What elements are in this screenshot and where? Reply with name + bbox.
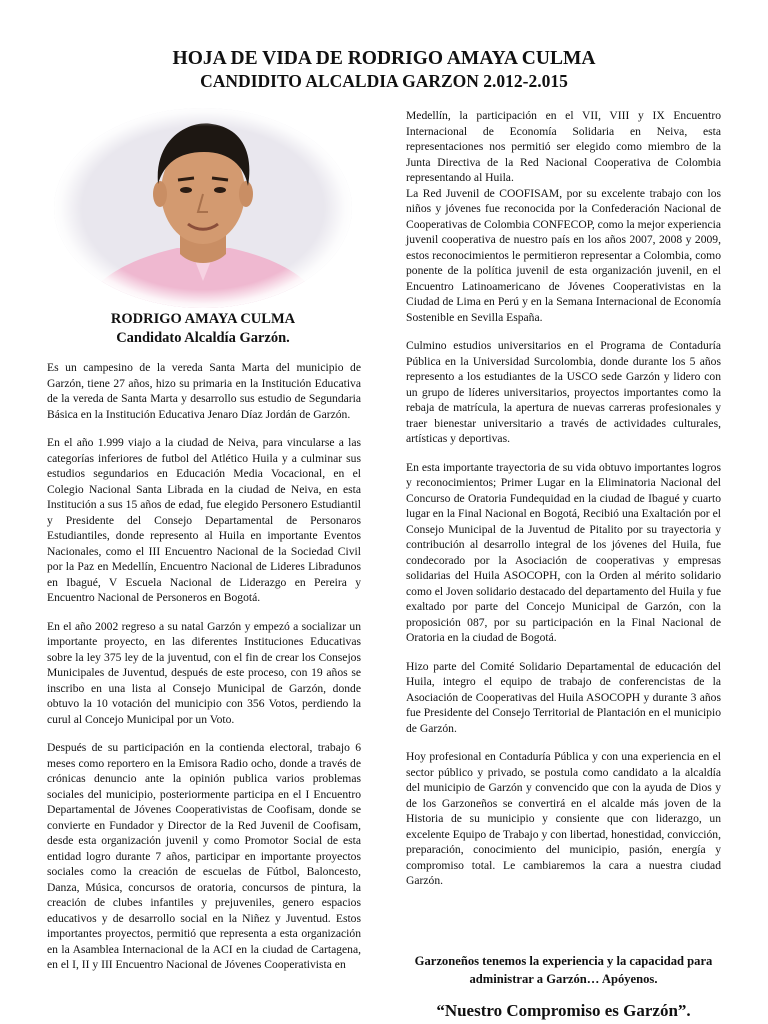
paragraph: Hoy profesional en Contaduría Pública y con una experiencia en el sector público y privado, se postula como candidato a la alcaldía del municipio de Garzón y convencido que con la ayuda de Dios y de los Garzoneños se convertirá en el alcalde más joven de la Historia de su municipio y consiente que con liderazgo, un excelente Equipo de Trabajo y con libertad, honestidad, convicción, preparación, conocimiento del municipio, pasión, energía y compromiso total. Le cambiaremos la cara a nuestra ciudad Garzón. <box>406 750 721 887</box>
campaign-slogan: Garzoneños tenemos la experiencia y la capacidad para administrar a Garzón… Apóyenos. <box>414 954 713 986</box>
paragraph: La Red Juvenil de COOFISAM, por su excelente trabajo con los niños y jóvenes fue reconocida por la Confederación Nacional de Cooperativas de Colombia CONFECOP, como la mejor experiencia juvenil cooperativa de nuestro país en los años 2007, 2008 y 2009, estos reconocimientos le permitieron representar a Colombia, como ponente de la política juvenil de esta organización juvenil, en el Encuentro Latinoamericano de Jóvenes Cooperativistas en la Ciudad de Lima en Perú y en la Semana Internacional de Economía Sostenible en Sevilla España. <box>406 186 721 324</box>
document-title: HOJA DE VIDA DE RODRIGO AMAYA CULMA <box>172 48 596 69</box>
paragraph: Medellín, la participación en el VII, VIII y IX Encuentro Internacional de Economía Solidaria en Neiva, esta representaciones nos permitió ser elegido como miembro de la Junta Directiva de la Red Nacional Cooperativa de Colombia representando al Huila. <box>406 109 721 184</box>
paragraph: Culmino estudios universitarios en el Programa de Contaduría Pública en la Universidad Surcolombia, donde durante los 5 años represento a los estudiantes de la USCO sede Garzón y lidero con un grupo de líderes universitarios, proyectos importantes como la rebaja de matrícula, la apertura de nuevas carreras profesionales y traer bienestar universitario a través de actividades culturales, artísticas y deportivas. <box>406 339 721 445</box>
campaign-motto: “Nuestro Compromiso es Garzón”. <box>436 1001 691 1020</box>
left-column <box>47 360 361 986</box>
document-subtitle: CANDIDITO ALCALDIA GARZON 2.012-2.015 <box>200 71 568 91</box>
caption-name: RODRIGO AMAYA CULMA <box>110 311 296 327</box>
paragraph: Después de su participación en la contienda electoral, trabajo 6 meses como reportero en la Emisora Radio ocho, donde a través de crónicas denuncio ante la opinión publica varios problemas sociales del municipio, posteriormente participa en el I Encuentro Departamental de Jóvenes Cooperativistas de Coofisam, donde se convierte en Fundador y Director de la Red Juvenil de Coofisam, desde esta organización juvenil y como Promotor Social de esta entidad logro durante 7 años, participar en importante proyectos sociales como la creación de escuelas de Fútbol, Baloncesto, Danza, Música, concursos de oratoria, concursos de pintura, la creación de clubes infantiles y prejuveniles, genero espacios educativos y de desarrollo social en la Niñez y Juventud. Estos importantes proyectos, permitió que representa a esta organización en la Asamblea Internacional de la ACI en la ciudad de Cartagena, en el I, II y III Encuentro Nacional de Jóvenes Cooperativista en <box>47 741 361 971</box>
paragraph: Es un campesino de la vereda Santa Marta del municipio de Garzón, tiene 27 años, hizo su primaria en la Institución Educativa de la vereda de Santa Marta y desarrollo sus estudio de Segundaria Básica en la Institución Educativa Jenaro Díaz Jordán de Garzón. <box>47 361 361 421</box>
paragraph: En el año 2002 regreso a su natal Garzón y empezó a socializar un importante proyecto, en las diferentes Instituciones Educativas sobre la ley 375 ley de la juventud, con el fin de crear los Consejos Municipales de Juventud, después de este proceso, con 19 años se inscribo en una lista al Consejo Municipal de Garzón, donde obtuvo la 10 votación del municipio con 356 Votos, perdiendo la curul al Concejo Municipal por un Voto. <box>47 619 361 726</box>
right-column <box>406 108 721 902</box>
paragraph: En el año 1.999 viajo a la ciudad de Neiva, para vincularse a las categorías inferiores de futbol del Atlético Huila y a culminar sus estudios segundarios en Educación Media Vocacional, en el Colegio Nacional Santa Librada en la ciudad de Neiva, en esta Institución a sus 15 años de edad, fue elegido Personero Estudiantil y Presidente del Consejo Departamental de Personaros Estudiantiles, donde represento al Huila en importante Eventos Nacionales, como el III Encuentro Nacional de la Sociedad Civil por la Paz en Medellín, Encuentro Nacional de Lideres Libradunos en Ibagué, V Escuela Nacional de Liderazgo en Pereira y Encuentro Nacional de Personeros en Bogotá. <box>47 436 361 604</box>
candidate-photo <box>52 106 354 310</box>
caption-role: Candidato Alcaldía Garzón. <box>116 330 290 346</box>
paragraph: Hizo parte del Comité Solidario Departamental de educación del Huila, integro el equipo de trabajo de conferencistas de la Asociación de Cooperativas del Huila ASOCOPH y durante 3 años fue Presidente del Consejo Territorial de Plantación en el municipio de Garzón. <box>406 659 721 735</box>
paragraph: En esta importante trayectoria de su vida obtuvo importantes logros y reconocimientos; Primer Lugar en la Eliminatoria Nacional del Concurso de Oratoria Fundequidad en la ciudad de Ibagué y cuarto lugar en la Final Nacional en Bogotá, Recibió una Exaltación por el Consejo Municipal de la Juventud de Pitalito por su trayectoria y contribución al desarrollo integral de los jóvenes del Huila, fue condecorado por la Asociación de cooperativas y empresas solidarias del Huila ASOCOPH, con la Orden al mérito solidario como el Joven solidario destacado del departamento del Huila y fue exaltado por parte del Concejo Municipal de Garzón, con la proposición 087, por su participación en la Final Nacional de Oratoria en la ciudad de Bogotá. <box>406 460 721 644</box>
